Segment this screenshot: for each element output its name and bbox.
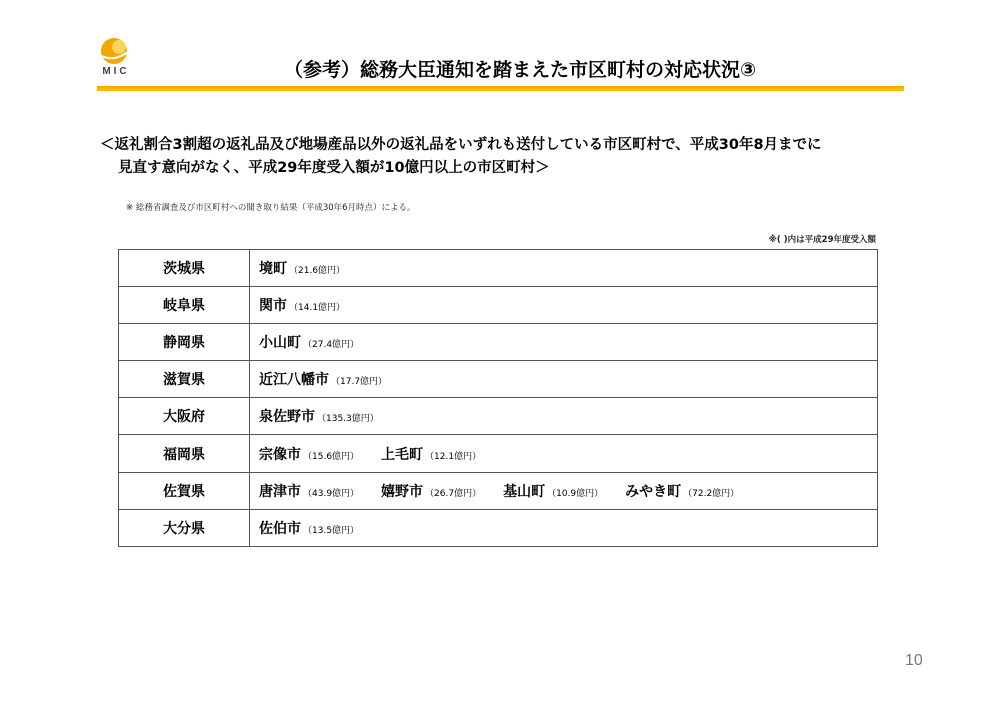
acceptance-amount: （13.5億円） xyxy=(303,525,360,536)
municipality-name: 泉佐野市 xyxy=(259,409,315,426)
unit-note: ※( )内は平成29年度受入額 xyxy=(768,235,876,245)
table-row xyxy=(119,472,878,509)
prefecture-cell: 福岡県 xyxy=(119,435,250,472)
municipality-entry xyxy=(259,444,359,464)
mic-logo xyxy=(94,36,138,84)
prefecture-cell: 滋賀県 xyxy=(119,361,250,398)
municipality-entry xyxy=(381,481,481,501)
municipality-name: 基山町 xyxy=(503,483,546,500)
source-note: ※ 総務省調査及び市区町村への聞き取り結果（平成30年6月時点）による。 xyxy=(126,203,416,213)
municipality-name: 境町 xyxy=(259,261,287,278)
municipality-name: 佐伯市 xyxy=(259,520,301,537)
acceptance-amount: （135.3億円） xyxy=(317,414,379,425)
municipality-entry xyxy=(259,406,379,426)
prefecture-cell: 静岡県 xyxy=(119,324,250,361)
municipalities-cell xyxy=(250,250,878,287)
table-row xyxy=(119,435,878,472)
acceptance-amount: （43.9億円） xyxy=(303,488,360,499)
municipality-name: 近江八幡市 xyxy=(259,372,329,389)
logo-text: MIC xyxy=(102,66,130,77)
municipality-name: みやき町 xyxy=(625,483,682,500)
prefecture-cell: 岐阜県 xyxy=(119,287,250,324)
municipality-name: 関市 xyxy=(259,298,287,315)
acceptance-amount: （72.2億円） xyxy=(683,488,740,499)
municipality-entry xyxy=(259,518,359,538)
prefecture-cell: 大阪府 xyxy=(119,398,250,435)
table-row xyxy=(119,250,878,287)
prefecture-cell: 佐賀県 xyxy=(119,472,250,509)
lead-text xyxy=(100,134,900,180)
municipality-entry xyxy=(259,332,359,352)
municipalities-cell xyxy=(250,435,878,472)
table-row xyxy=(119,509,878,546)
lead-line-1: ＜返礼割合3割超の返礼品及び地場産品以外の返礼品をいずれも送付している市区町村で、平成30年8月までに xyxy=(100,137,822,153)
table-row xyxy=(119,398,878,435)
page-number: 10 xyxy=(905,652,923,669)
municipalities-cell xyxy=(250,472,878,509)
municipality-name: 宗像市 xyxy=(259,446,301,463)
municipality-entry xyxy=(381,444,481,464)
table-row xyxy=(119,287,878,324)
table-row xyxy=(119,361,878,398)
acceptance-amount: （10.9億円） xyxy=(547,488,604,499)
municipality-entry xyxy=(259,369,387,389)
prefecture-cell: 大分県 xyxy=(119,509,250,546)
acceptance-amount: （12.1億円） xyxy=(425,451,482,462)
municipality-entry xyxy=(625,481,739,501)
municipality-name: 小山町 xyxy=(259,335,301,352)
lead-line-2: 見直す意向がなく、平成29年度受入額が10億円以上の市区町村＞ xyxy=(118,160,550,176)
mic-logo-icon xyxy=(100,36,132,66)
acceptance-amount: （27.4億円） xyxy=(303,340,360,351)
municipalities-cell xyxy=(250,509,878,546)
municipality-name: 上毛町 xyxy=(381,446,424,463)
municipality-table xyxy=(118,249,878,547)
prefecture-cell: 茨城県 xyxy=(119,250,250,287)
municipalities-cell xyxy=(250,398,878,435)
municipality-entry xyxy=(259,481,359,501)
page-title: （参考）総務大臣通知を踏まえた市区町村の対応状況③ xyxy=(283,59,757,81)
municipalities-cell xyxy=(250,361,878,398)
acceptance-amount: （17.7億円） xyxy=(331,377,388,388)
title-rule xyxy=(97,86,904,91)
municipality-name: 唐津市 xyxy=(259,483,301,500)
municipalities-cell xyxy=(250,324,878,361)
municipality-entry xyxy=(503,481,603,501)
municipalities-cell xyxy=(250,287,878,324)
acceptance-amount: （15.6億円） xyxy=(303,451,360,462)
acceptance-amount: （26.7億円） xyxy=(425,488,482,499)
acceptance-amount: （21.6億円） xyxy=(289,266,346,277)
municipality-entry xyxy=(259,295,345,315)
acceptance-amount: （14.1億円） xyxy=(289,303,346,314)
table-row xyxy=(119,324,878,361)
municipality-entry xyxy=(259,258,345,278)
municipality-name: 嬉野市 xyxy=(381,483,424,500)
